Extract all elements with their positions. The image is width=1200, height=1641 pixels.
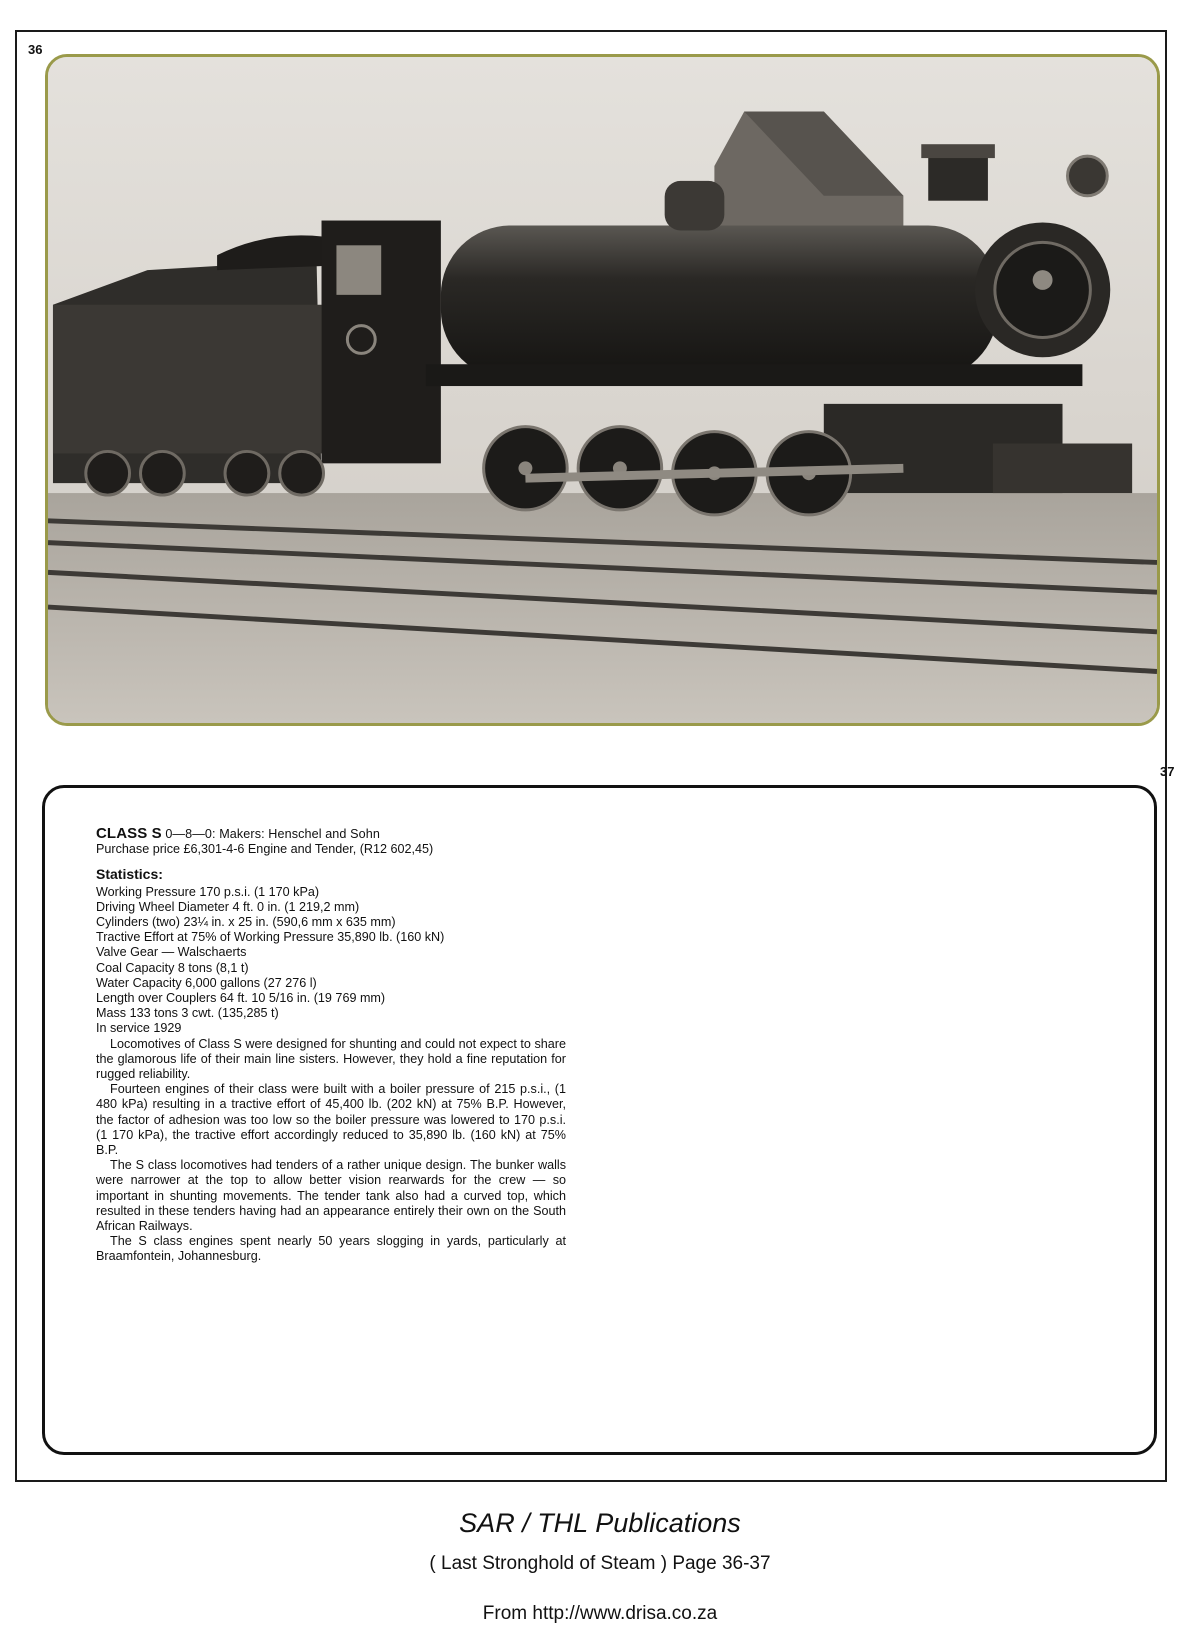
- class-makers: 0—8—0: Makers: Henschel and Sohn: [161, 827, 380, 841]
- paragraph-service: The S class engines spent nearly 50 years slogging in yards, particularly at Braamfontein, Johannesburg.: [96, 1234, 566, 1264]
- footer-url: From http://www.drisa.co.za: [482, 1603, 718, 1624]
- stat-in-service: In service 1929: [96, 1021, 182, 1036]
- locomotive-photo: [45, 54, 1160, 726]
- class-heading: [96, 826, 566, 842]
- class-name: CLASS S: [96, 825, 162, 842]
- footer-publisher: SAR / THL Publications: [459, 1508, 741, 1538]
- stat-valve-gear: Valve Gear — Walschaerts: [96, 945, 247, 960]
- stat-length: Length over Couplers 64 ft. 10 5/16 in. (19 769 mm): [96, 991, 386, 1006]
- footer-source: ( Last Stronghold of Steam ) Page 36-37: [429, 1553, 771, 1574]
- paragraph-boiler-pressure: Fourteen engines of their class were built with a boiler pressure of 215 p.s.i., (1 480 kPa) resulting in a tractive effort of 45,400 lb. (202 kN) at 75% B.P. However, the factor of adhesion was too low so the boiler pressure was lowered to 170 p.s.i. (1 170 kPa), the tractive effort accordingly reduced to 35,890 lb. (160 kN) at 75% B.P.: [96, 1082, 566, 1158]
- stat-coal-capacity: Coal Capacity 8 tons (8,1 t): [96, 960, 249, 975]
- stat-tractive-effort: Tractive Effort at 75% of Working Pressure 35,890 lb. (160 kN): [96, 930, 445, 945]
- stat-water-capacity: Water Capacity 6,000 gallons (27 276 l): [96, 975, 317, 990]
- locomotive-description: [96, 826, 566, 1265]
- paragraph-intro: Locomotives of Class S were designed for shunting and could not expect to share the glamorous life of their main line sisters. However, they hold a fine reputation for rugged reliability.: [96, 1036, 566, 1082]
- page-number-left: 36: [28, 42, 43, 57]
- purchase-price: Purchase price £6,301-4-6 Engine and Tender, (R12 602,45): [96, 842, 434, 857]
- paragraph-tenders: The S class locomotives had tenders of a rather unique design. The bunker walls were narrower at the top to allow better vision rearwards for the crew — so important in shunting movements. The tender tank also had a curved top, which resulted in these tenders having had an appearance entirely their own on the South African Railways.: [96, 1158, 566, 1234]
- stat-driving-wheel: Driving Wheel Diameter 4 ft. 0 in. (1 219,2 mm): [96, 899, 360, 914]
- page-number-right: 37: [1160, 764, 1175, 779]
- stat-working-pressure: Working Pressure 170 p.s.i. (1 170 kPa): [96, 884, 320, 899]
- statistics-heading: Statistics:: [96, 866, 163, 883]
- stat-cylinders: Cylinders (two) 23¼ in. x 25 in. (590,6 mm x 635 mm): [96, 915, 396, 930]
- locomotive-illustration: [48, 57, 1157, 723]
- stat-mass: Mass 133 tons 3 cwt. (135,285 t): [96, 1006, 279, 1021]
